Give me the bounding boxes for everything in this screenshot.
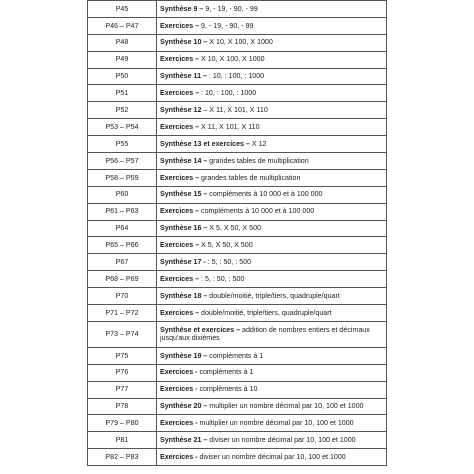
page-number-cell: P55 (88, 136, 157, 153)
table-row (88, 119, 387, 136)
section-title: Synthèse 18 – (160, 291, 208, 300)
section-title: Synthèse et exercices – (160, 325, 241, 334)
table-row (88, 85, 387, 102)
description-cell (157, 398, 387, 415)
table-row (88, 68, 387, 85)
description-cell (157, 254, 387, 271)
table-row (88, 203, 387, 220)
section-description: : 5, : 50, : 500 (199, 274, 245, 283)
page-number-cell: P81 (88, 432, 157, 449)
section-description: X 10, X 100, X 1000 (199, 55, 265, 64)
section-description: 9, - 19, - 90, - 99 (199, 21, 254, 30)
description-cell (157, 220, 387, 237)
section-description: X 5, X 50, X 500 (207, 224, 261, 233)
page-number-cell: P78 (88, 398, 157, 415)
section-description: compléments à 1 (197, 368, 254, 377)
toc-body (88, 1, 387, 466)
table-row (88, 153, 387, 170)
section-title: Synthèse 14 – (160, 156, 208, 165)
description-cell (157, 237, 387, 254)
page-number-cell: P64 (88, 220, 157, 237)
table-row (88, 34, 387, 51)
table-row (88, 17, 387, 34)
section-description: double/moitié, triple/tiers, quadruple/quart (207, 291, 340, 300)
table-row (88, 136, 387, 153)
section-title: Exercices - (160, 368, 198, 377)
page-number-cell: P60 (88, 186, 157, 203)
description-cell (157, 203, 387, 220)
table-row (88, 102, 387, 119)
section-title: Exercices - (160, 419, 198, 428)
page-number-cell: P58 – P59 (88, 169, 157, 186)
page-number-cell: P77 (88, 381, 157, 398)
description-cell (157, 51, 387, 68)
page-number-cell: P79 – P80 (88, 415, 157, 432)
page-number-cell: P65 – P66 (88, 237, 157, 254)
section-description: : 10, : 100, : 1000 (206, 72, 265, 81)
table-of-contents (87, 0, 387, 466)
page-number-cell: P61 – P63 (88, 203, 157, 220)
section-description: multiplier un nombre décimal par 10, 100 et 1000 (197, 419, 354, 428)
page-number-cell: P67 (88, 254, 157, 271)
table-row (88, 415, 387, 432)
section-title: Synthèse 15 – (160, 190, 208, 199)
table-row (88, 321, 387, 347)
description-cell (157, 136, 387, 153)
page-number-cell: P71 – P72 (88, 305, 157, 322)
section-title: Exercices – (160, 274, 200, 283)
section-description: double/moitié, triple/tiers, quadruple/quart (199, 308, 332, 317)
page-number-cell: P82 – P83 (88, 449, 157, 466)
page-number-cell: P76 (88, 364, 157, 381)
section-title: Synthèse 21 – (160, 436, 208, 445)
description-cell (157, 305, 387, 322)
section-description: diviser un nombre décimal par 10, 100 et 1000 (207, 436, 356, 445)
section-description: addition de nombres entiers et décimaux jusqu'aux dixièmes (160, 325, 370, 343)
section-description: : 5, : 50, : 500 (205, 258, 252, 266)
description-cell (157, 381, 387, 398)
section-description: : 10, : 100, : 1000 (199, 89, 257, 98)
description-cell (157, 17, 387, 34)
page-number-cell: P51 (88, 85, 157, 102)
section-title: Exercices – (160, 21, 200, 30)
section-description: grandes tables de multiplication (207, 156, 309, 165)
description-cell (157, 153, 387, 170)
description-cell (157, 415, 387, 432)
section-title: Synthèse 11 – (160, 72, 207, 81)
page-number-cell: P49 (88, 51, 157, 68)
page-number-cell: P48 (88, 34, 157, 51)
section-title: Synthèse 13 et exercices – (160, 139, 250, 148)
table-row (88, 398, 387, 415)
description-cell (157, 288, 387, 305)
section-title: Exercices – (160, 55, 200, 64)
section-title: Exercices – (160, 89, 200, 98)
section-description: multiplier un nombre décimal par 10, 100 et 1000 (207, 402, 364, 411)
section-description: X 10, X 100, X 1000 (207, 38, 273, 47)
description-cell (157, 449, 387, 466)
page-number-cell: P56 – P57 (88, 153, 157, 170)
section-description: compléments à 1 (207, 351, 264, 360)
description-cell (157, 364, 387, 381)
table-row (88, 381, 387, 398)
section-description: diviser un nombre décimal par 10, 100 et 1000 (197, 452, 346, 461)
description-cell (157, 34, 387, 51)
table-row (88, 1, 387, 18)
description-cell (157, 68, 387, 85)
section-title: Synthèse 9 – (160, 4, 204, 13)
table-row (88, 305, 387, 322)
section-description: X 5, X 50, X 500 (199, 241, 253, 250)
section-description: compléments à 10 000 et à 100 000 (199, 207, 315, 216)
section-description: X 12 (249, 139, 267, 148)
table-row (88, 347, 387, 364)
section-title: Synthèse 16 – (160, 224, 208, 233)
table-row (88, 169, 387, 186)
section-title: Synthèse 10 – (160, 38, 208, 47)
table-row (88, 288, 387, 305)
section-title: Exercices - (160, 385, 198, 394)
section-title: Exercices – (160, 308, 200, 317)
description-cell (157, 186, 387, 203)
table-row (88, 186, 387, 203)
section-description: compléments à 10 (197, 385, 258, 394)
description-cell (157, 271, 387, 288)
table-row (88, 254, 387, 271)
table-row (88, 271, 387, 288)
page-number-cell: P46 – P47 (88, 17, 157, 34)
section-title: Synthèse 20 – (160, 402, 208, 411)
description-cell (157, 169, 387, 186)
section-title: Exercices – (160, 122, 200, 131)
section-title: Exercices - (160, 452, 198, 461)
section-description: 9, - 19, - 90, - 99 (203, 4, 258, 13)
section-title: Synthèse 19 – (160, 351, 208, 360)
description-cell (157, 321, 387, 347)
page-number-cell: P52 (88, 102, 157, 119)
section-description: grandes tables de multiplication (199, 173, 301, 182)
section-title: Synthèse 17 - (160, 258, 206, 266)
section-description: – X 11, X 101, X 110 (201, 105, 268, 114)
table-row (88, 432, 387, 449)
section-title: Exercices – (160, 173, 200, 182)
page-number-cell: P73 – P74 (88, 321, 157, 347)
page-number-cell: P53 – P54 (88, 119, 157, 136)
description-cell (157, 85, 387, 102)
page-number-cell: P50 (88, 68, 157, 85)
table-row (88, 220, 387, 237)
section-title: Synthèse 12 (160, 105, 202, 114)
page-number-cell: P70 (88, 288, 157, 305)
table-row (88, 449, 387, 466)
description-cell (157, 347, 387, 364)
section-title: Exercices – (160, 241, 200, 250)
page-number-cell: P45 (88, 1, 157, 18)
table-row (88, 364, 387, 381)
table-row (88, 237, 387, 254)
description-cell (157, 432, 387, 449)
section-description: X 11, X 101, X 110 (199, 122, 260, 131)
description-cell (157, 1, 387, 18)
description-cell (157, 102, 387, 119)
section-description: compléments à 10 000 et à 100 000 (207, 190, 323, 199)
page-number-cell: P75 (88, 347, 157, 364)
page-number-cell: P68 – P69 (88, 271, 157, 288)
table-row (88, 51, 387, 68)
section-title: Exercices – (160, 207, 200, 216)
description-cell (157, 119, 387, 136)
